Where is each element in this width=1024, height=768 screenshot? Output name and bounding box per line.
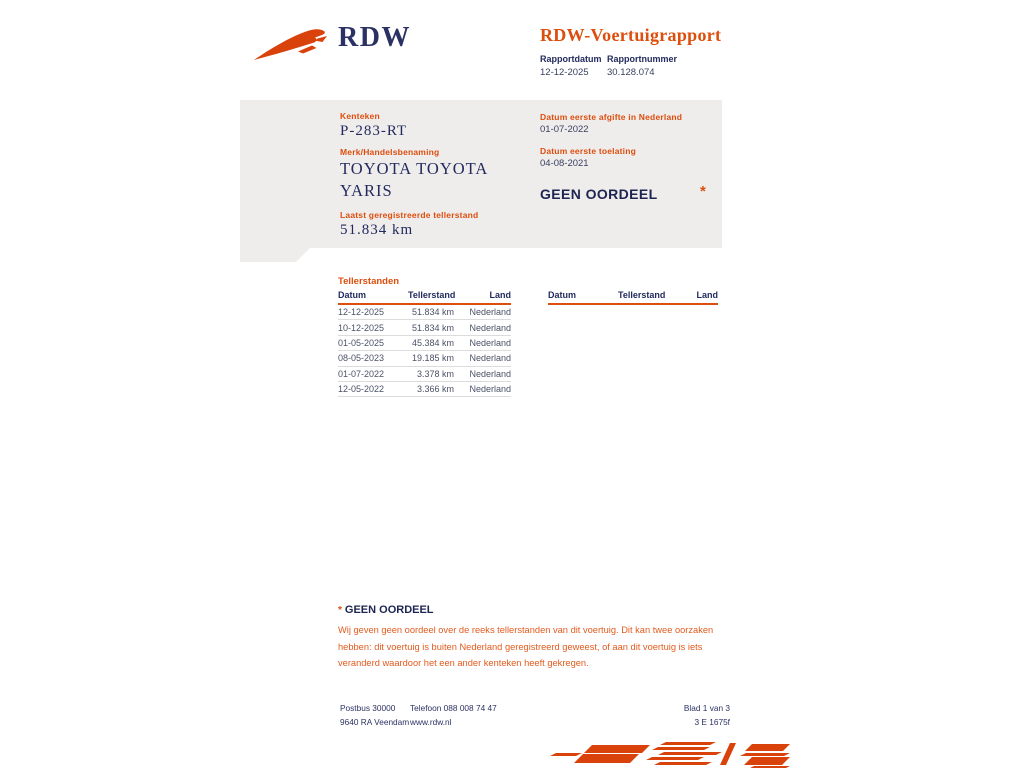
footer-city: 9640 RA Veendam [340, 717, 410, 727]
footnote-title: GEEN OORDEEL [344, 604, 434, 616]
footer-form-code: 3 E 1675f [694, 717, 730, 727]
tellerstanden-table [338, 290, 511, 397]
table-row [338, 305, 511, 320]
cell-land: Nederland [469, 384, 511, 395]
tellerstand-label: Laatst geregistreerde tellerstand [340, 210, 479, 220]
tellerstanden-section-title: Tellerstanden [338, 276, 400, 287]
footnote-heading [338, 604, 434, 616]
merk-label: Merk/Handelsbenaming [340, 147, 440, 157]
table-header-row [338, 290, 511, 305]
footer-website: www.rdw.nl [410, 717, 452, 727]
table-row [338, 320, 511, 335]
summary-box-corner-tab [240, 248, 310, 262]
footnote-text: Wij geven geen oordeel over de reeks tellerstanden van dit voertuig. Dit kan twee oorzaken hebben: dit voertuig is buiten Nederland geregistreerd geweest, of aan dit voertuig is iets veranderd waardoor het een ander kenteken heeft gekregen. [338, 625, 714, 668]
cell-land: Nederland [469, 353, 511, 364]
cell-tellerstand: 51.834 km [411, 322, 454, 333]
footnote-asterisk-icon: * [338, 605, 342, 616]
footer-address [340, 701, 409, 729]
col-header-tellerstand: Tellerstand [618, 290, 666, 300]
cell-datum: 12-05-2022 [338, 384, 385, 395]
cell-tellerstand: 51.834 km [411, 307, 454, 318]
cell-land: Nederland [469, 368, 511, 379]
rdw-logo-wordmark: RDW [338, 22, 411, 53]
merk-value: TOYOTA TOYOTA YARIS [340, 159, 488, 200]
cell-datum: 01-07-2022 [338, 368, 385, 379]
table-row [338, 336, 511, 351]
cell-tellerstand: 3.366 km [416, 384, 454, 395]
col-header-datum: Datum [548, 290, 577, 300]
kenteken-value: P-283-RT [340, 123, 408, 139]
cell-land: Nederland [469, 337, 511, 348]
oordeel-asterisk-icon: * [700, 183, 706, 200]
toelating-value: 04-08-2021 [540, 158, 589, 169]
cell-datum: 08-05-2023 [338, 353, 385, 364]
cell-tellerstand: 45.384 km [411, 337, 454, 348]
table-row [338, 382, 511, 397]
report-date-value: 12-12-2025 [540, 67, 589, 78]
cell-datum: 01-05-2025 [338, 337, 385, 348]
cell-land: Nederland [469, 307, 511, 318]
table-header-row [548, 290, 718, 305]
cell-land: Nederland [469, 322, 511, 333]
col-header-land: Land [696, 290, 718, 300]
tellerstand-value: 51.834 km [340, 222, 414, 238]
rdw-logo-feather-icon [252, 24, 334, 64]
cell-tellerstand: 3.378 km [416, 368, 454, 379]
cell-datum: 10-12-2025 [338, 322, 385, 333]
oordeel-status: GEEN OORDEEL [540, 186, 658, 202]
report-number-value: 30.128.074 [607, 67, 655, 78]
report-number-label: Rapportnummer [607, 54, 678, 64]
report-date-label: Rapportdatum [540, 54, 602, 64]
footer-pagination [580, 701, 730, 729]
col-header-datum: Datum [338, 290, 367, 300]
footer-postbus: Postbus 30000 [340, 703, 396, 713]
footer-contact [410, 701, 497, 729]
col-header-tellerstand: Tellerstand [408, 290, 456, 300]
document-title: RDW-Voertuigrapport [540, 25, 722, 45]
afgifte-value: 01-07-2022 [540, 124, 589, 135]
cell-tellerstand: 19.185 km [411, 353, 454, 364]
kenteken-label: Kenteken [340, 111, 380, 121]
decorative-stripes-icon [540, 741, 790, 768]
toelating-label: Datum eerste toelating [540, 146, 637, 156]
cell-datum: 12-12-2025 [338, 307, 385, 318]
col-header-land: Land [489, 290, 511, 300]
footer-page-indicator: Blad 1 van 3 [683, 703, 730, 713]
afgifte-label: Datum eerste afgifte in Nederland [540, 112, 683, 122]
table-row [338, 351, 511, 366]
table-row [338, 367, 511, 382]
tellerstanden-table-empty [548, 290, 718, 305]
footer-phone: Telefoon 088 008 74 47 [410, 703, 497, 713]
